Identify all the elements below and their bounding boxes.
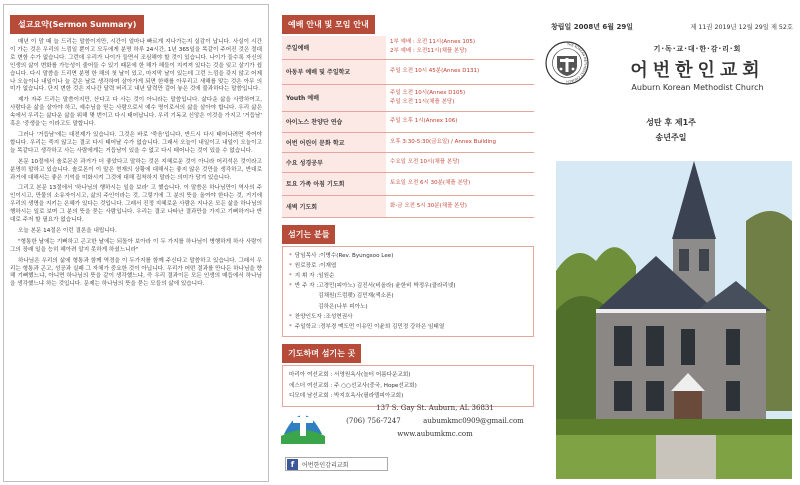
table-row [282,36,534,59]
established-date: 창립일 2008년 6월 29일 [551,23,633,31]
table-row [282,195,534,217]
sermon-paragraph: "형통한 날에는 기뻐하고 곤고한 날에는 되돌아 보아라 이 두 가지를 하나님이 병행하게 하사 사람이 그의 장래 일을 능히 헤아려 알지 못하게 하셨느니라" [10,238,262,253]
list-item [289,251,527,261]
schedule-time: 수요일 오전 10시(채플 본당) [390,158,460,165]
staff-role: 찬양인도자 : [294,313,326,320]
staff-names: 임원순 [318,272,335,279]
table-row [282,59,534,84]
schedule-time: 2부 예배 : 오전11시(채플 본당) [390,48,467,55]
schedule-name: 새벽 기도회 [282,195,386,217]
church-photo [556,161,792,479]
table-row [282,84,534,111]
schedule-time: 1부 예배 : 오전 11시(Annex 105) [390,39,476,46]
schedule-time: 주일 오전 11시(채플 본당) [390,98,455,105]
staff-role: 반 주 자 : [294,283,319,290]
list-item: 디모데 남선교회 : 박지호옥사(필라델피아교회) [289,393,404,400]
schedule-name: 토요 가족 아침 기도회 [282,172,386,195]
list-item [289,322,527,332]
schedule-name: 아이노스 찬양단 연습 [282,111,386,132]
staff-list [282,246,534,338]
issue-info: 제 11권 2019년 12월 29일 제 52호 [690,24,793,31]
sermon-paragraph: 본문 10절에서 솔로몬은 과거가 더 좋았다고 말하는 것은 지혜로운 것이 아니라 어리석은 것이라고 분명히 말하고 있습니다. 솔로몬이 이 말은 현재의 상황에 대해서는 좋지 않은 것만을 생각하고, 반대로 과거에 대해서는 좋은 기억을 미화시켜 그것에 대해 집착하지 말라는 의미가 담겨 있습니다. [10,158,262,181]
methodist-emblem-icon [545,41,589,85]
list-item [289,261,527,271]
sermon-paragraph: 오늘 본문 14절은 이런 결론을 내립니다. [18,227,117,234]
cover-panel [545,4,797,482]
facebook-link[interactable] [285,457,388,471]
staff-role: 원로장로 : [294,262,321,269]
schedule-name: 주일예배 [282,36,386,59]
schedule-time: 주일 오전 10시(Annex D105) [390,89,466,96]
schedule-name: Youth 예배 [282,84,386,111]
sunday-line-2: 송년주일 [655,133,687,142]
schedule-table [282,36,534,218]
table-row [282,152,534,172]
sermon-body [4,34,268,289]
groups-title: 기도하며 섬기는 곳 [282,344,361,363]
facebook-label: 어번한인감리교회 [302,461,349,469]
church-address: 137 S. Gay St. Auburn, AL 36831 [376,404,494,412]
bullet-icon: * [289,262,292,269]
church-email[interactable]: aubumkmc0909@gmail.com [423,417,524,425]
sermon-paragraph: 그러나 '거듭남'에는 대전제가 있습니다. 그것은 바로 '죽음'입니다, 반드시 다시 태어나려면 죽여야 합니다. 우리는 죽지 않고는 결코 다시 태어날 수가 없습니다. 그래서 오늘이 내일이고 내일이 오늘이고 늘 똑같다고 생각하고 사는 사람에게는 거듭남이 있을 수 없고 다시 태어나는 것이 있을 수 없습니다. [10,131,262,154]
bullet-icon: * [289,323,292,330]
sunday-line-1: 성탄 후 제1주 [646,118,696,127]
denomination: 기·독·교·대·한·감·리·회 [653,45,742,53]
staff-role: 지 휘 자 : [294,272,319,279]
sermon-paragraph: 제가 자주 드리는 말씀이지만, 산다고 다 사는 것이 아니라는 말씀입니다. 삶다운 삶을 사랑하여고, 사람다운 삶을 살아야 하고, 예수님을 믿는 사람으로서 예수 명이로서의 삶을 살아야 합니다. 우리 삶은 속에서 우리는 삶다운 삶을 위해 몇 번이고 다시 태어납니다. 우리 기독교 신앙은 이것을 가지고 '거듭남' 혹은 '중생을'는 이라고도 말합니다. [10,97,262,128]
staff-names: 김하은(나부 피아노) [318,303,368,310]
church-name-ko: 어번한인교회 [630,60,765,81]
schedule-name: 수요 성경공부 [282,152,386,172]
cross-logo-icon [281,404,325,444]
bullet-icon: * [289,283,292,290]
staff-names: 이병수(Rev. Byungsoo Lee) [320,252,394,259]
schedule-name: 어번 어린이 문화 학교 [282,132,386,152]
staff-role: 담임목사 : [294,252,321,259]
schedule-title: 예배 안내 및 모임 안내 [282,15,375,34]
list-item [289,281,527,312]
list-item: 마리아 여선교회 : 서영원옥사(놀터 어름다운교회) [289,372,411,379]
bullet-icon: * [289,252,292,259]
staff-names: 정부경 맥도먼 이유민 이윤희 김민정 강하은 임태열 [320,323,445,330]
groups-list [282,365,534,407]
church-phone: (706) 756-7247 [346,417,401,425]
sermon-paragraph: 그리고 본문 13절에서 '하나님의 행하시는 일을 보라' 고 했습니다. 이 말씀은 하나님만이 역사의 주인이시고, 만물의 소유자이시고, 삶의 주인이라는 것, 그렇기에 그 분의 뜻을 올여야 한다는 것, 거기에 우리의 생명을 지키는 은혜가 있다는 것입니다. 그래서 진정 지혜로운 사람은 지나온 모든 삶을 하나님의 행하시는 일로 보며 그 분의 뜻을 묻는 사람입니다. 우리는 결코 나타난 결과만을 가지고 기뻐하거나 반대로 주저 할 필요가 없습니다. [10,185,262,224]
emblem-ring-text: THE KOREAN METHODIST CHURCH [566,42,588,84]
table-row [282,172,534,195]
staff-names: 고경민(피아노) 김진서(비올라) 윤한비 박정우(클라리넷) [318,283,456,290]
church-name-block [600,44,795,92]
staff-names: 김채원(드럼펫) 김민재(색소폰) [318,293,394,300]
schedule-time: 화-금 오전 5시 30분(채플 본당) [390,202,467,209]
list-item: 에스더 여선교회 : 주 ○○선교사(중국, Hope선교회) [289,382,417,389]
schedule-time: 주일 오후 1시(Annex 106) [390,118,458,124]
table-row [282,111,534,132]
schedule-name: 아동부 예배 및 주일학교 [282,59,386,84]
staff-title: 섬기는 분들 [282,225,335,244]
sermon-paragraph: 하나님은 우리의 삶에 형통과 함께 역경을 이 두가지를 함께 주신다고 말씀하고 있습니다. 그래서 우리는 형통과 곤고, 성공과 실패 그 자체가 중요한 것이 아닙니다. 우리가 어떤 결과를 만나든 하나님을 향해 기뻐했느냐, 아니면 하나님의 뜻을 같이 생각했느냐, 즉 우리 결과이든 모든 인생의 매듭에서 하나님을 생각했느냐 하는 것입니다. 문제는 하나님의 뜻을 묻는 모들의 삶에 있습니다. [10,257,262,288]
list-item [289,312,527,322]
list-item [289,271,527,281]
contact-block [277,402,539,452]
sermon-paragraph: 매년 이 맘 때 늘 드리는 말씀이지만, 시간이 얼마나 빠르게 지나가는지 실감이 납니다. 사실이 시간이 가는 것은 우리의 느낌일 뿐이고 모두에게 분명 하루 24시간, 1년 365일을 똑같이 주어진 것은 절대로 변함 수가 없습니다. 그런데 우리가 나이가 들면서 조심해야 할 것이 있습니다. 나이가 들수록 자신의 인생의 삶이 변화를 가능성이 줄어들 수 있기 때문에 한 해가 헤들이 지켜져 있다는 것을 잊고 살기가 쉽습니다. 다시 말씀을 드리면 분명 한 해의 첫 날이 있고, 마지막 날이 있는데 그런 느낌을 갖지 않고 어제나 오늘이나 내일이나 늘 같은 날로 생각하며 살아가게 되면 한해를 아무리고 새해를 맞는 것은 아무 의미가 없습니다. 단지 변한 것은 지나간 달력 버리고 내년 달력만 걸어 놓은 것에 불과하다는 말씀입니다. [10,39,262,93]
bullet-icon: * [289,313,292,320]
sermon-title: 설교요약(Sermon Summary) [10,15,144,34]
staff-names: 이재엽 [320,262,337,269]
staff-role: 주일학교 : [294,323,321,330]
sermon-panel [3,4,269,482]
facebook-icon: f [287,459,298,470]
schedule-time: 주일 오전 10시 45분(Annex D131) [390,68,480,74]
bullet-icon: * [289,272,292,279]
info-panel [277,4,539,482]
church-website[interactable]: www.aubumkmc.com [397,430,473,438]
church-name-en: Auburn Korean Methodist Church [631,83,764,92]
schedule-time: 토요일 오전 6시 30분(채플 본당) [390,180,471,186]
staff-names: 조성현권사 [325,313,353,320]
schedule-time: 오후 3:30-5:30(금요일) / Annex Building [390,138,496,145]
sunday-title [545,115,797,145]
table-row [282,132,534,152]
